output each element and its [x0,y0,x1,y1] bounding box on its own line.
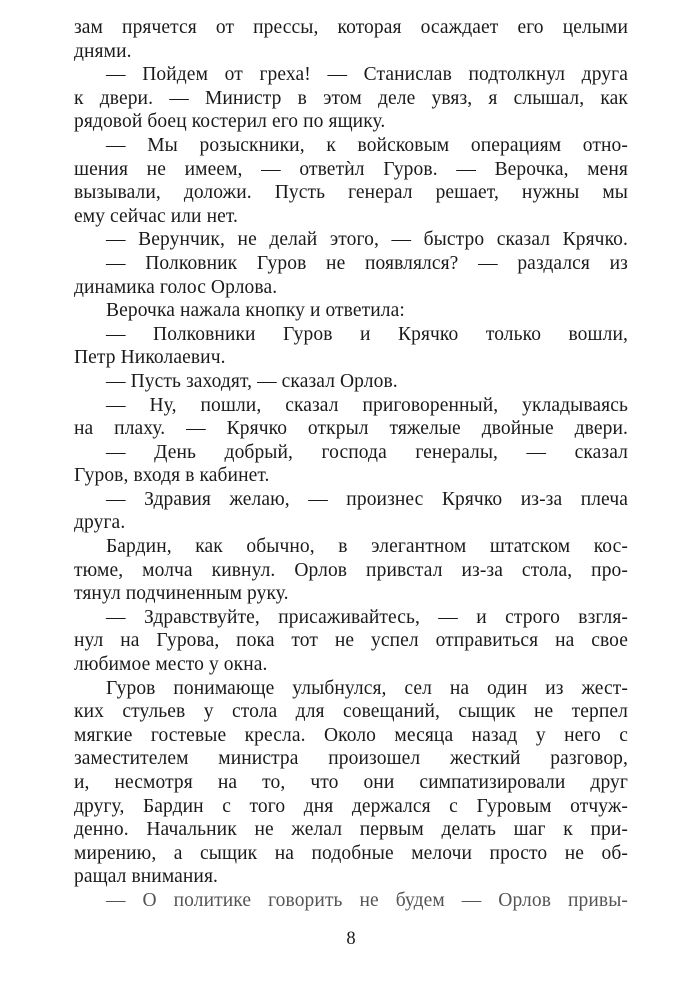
text-line: днями. [74,40,132,62]
text-line: нул на Гурова, пока тот не успел отправиться на свое [74,630,628,652]
page-text-block [74,16,628,913]
text-line: мирению, а сыщик на подобные мелочи просто не об- [74,842,628,864]
page-number: 8 [346,929,356,949]
text-line: ему сейчас или нет. [74,205,238,227]
text-line: — Полковники Гуров и Крячко только вошли, [106,323,628,345]
text-line: вызывали, доложи. Пусть генерал решает, нужны мы [74,182,628,204]
text-line: Верочка нажала кнопку и ответила: [106,300,405,322]
text-line: ращал внимания. [74,866,219,888]
text-line: зам прячется от прессы, которая осаждает его целыми [74,17,628,38]
text-line: к двери. — Министр в этом деле увяз, я слышал, как [74,87,628,109]
text-line: денно. Начальник не желал первым делать шаг к при- [74,819,628,841]
text-line: — Мы розыскники, к войсковым операциям отно- [106,134,628,156]
text-line: ких стульев у стола для совещаний, сыщик не терпел [74,701,628,723]
text-line: — Ну, пошли, сказал приговоренный, укладываясь [106,394,628,416]
text-line: динамика голос Орлова. [74,276,278,298]
text-line: другу, Бардин с того дня держался с Гуровым отчуж- [74,795,628,817]
text-line: — Здравия желаю, — произнес Крячко из-за плеча [106,488,628,510]
text-line: тянул подчиненным руку. [74,583,289,605]
text-line: Гуров понимающе улыбнулся, сел на один из жест- [106,677,628,699]
text-line: любимое место у окна. [74,654,268,676]
text-line: тюме, молча кивнул. Орлов привстал из-за стола, про- [74,559,628,581]
text-line: Гуров, входя в кабинет. [74,465,270,487]
text-line: шения не имеем, — ответѝл Гуров. — Верочка, меня [74,158,628,180]
text-line: — Пусть заходят, — сказал Орлов. [106,370,398,392]
text-line: друга. [74,512,126,534]
text-line: — О политике говорить не будем — Орлов привы- [106,889,628,911]
text-line: — Полковник Гуров не появлялся? — раздался из [106,252,628,274]
text-line: на плаху. — Крячко открыл тяжелые двойные двери. [74,418,628,440]
text-line: Бардин, как обычно, в элегантном штатском кос- [106,536,628,558]
text-line: Петр Николаевич. [74,347,226,369]
text-line: — Пойдем от греха! — Станислав подтолкнул друга [106,64,628,86]
text-line: рядовой боец костерил его по ящику. [74,111,386,133]
text-line: — День добрый, господа генералы, — сказал [106,441,628,463]
text-line: мягкие гостевые кресла. Около месяца назад у него с [74,724,628,746]
text-line: заместителем министра произошел жесткий разговор, [74,748,628,770]
text-line: — Верунчик, не делай этого, — быстро сказал Крячко. [106,229,628,251]
text-line: — Здравствуйте, присаживайтесь, — и строго взгля- [106,606,628,628]
text-line: и, несмотря на то, что они симпатизировали друг [74,772,628,793]
